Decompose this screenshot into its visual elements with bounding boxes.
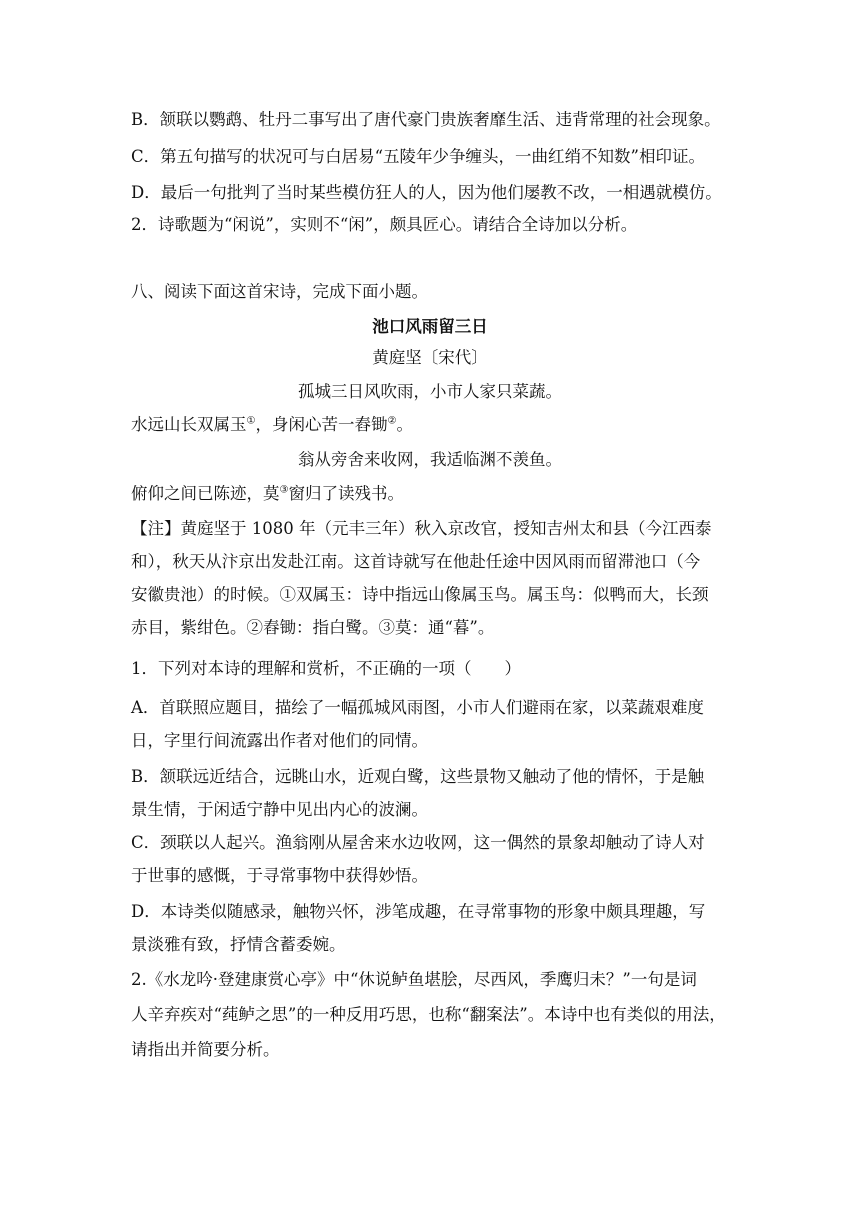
option-d-prev: D．最后一句批判了当时某些模仿狂人的人，因为他们屡教不改，一相遇就模仿。 [131,183,722,202]
question-2-prev: 2．诗歌题为“闲说”，实则不“闲”，颇具匠心。请结合全诗加以分析。 [131,215,638,234]
q1-option-d: 景淡雅有致，抒情含蓄委婉。 [131,935,346,954]
poem-line-2c: 。 [396,415,413,434]
question-2: 人辛弃疾对“莼鲈之思”的一种反用巧思，也称“翻案法”。本诗中也有类似的用法， [131,1005,726,1024]
poem-line-2 [131,414,731,436]
q1-option-a: A．首联照应题目，描绘了一幅孤城风雨图，小市人们避雨在家，以菜蔬艰难度 [131,698,704,717]
poem-line-2b: ，身闲心苦一舂锄 [255,415,388,434]
q1-option-a: 日，字里行间流露出作者对他们的同情。 [131,731,428,750]
note-mark-2: ② [387,415,397,427]
poem-line-4a: 俯仰之间已陈迹，莫 [131,484,280,503]
q1-option-c: C．颈联以人起兴。渔翁刚从屋舍来水边收网，这一偶然的景象却触动了诗人对 [131,833,705,852]
note-line: 赤目，紫绀色。②舂锄：指白鹭。③莫：通“暮”。 [131,618,495,637]
q1-option-c: 于世事的感慨，于寻常事物中获得妙悟。 [131,866,428,885]
question-2: 2.《水龙吟·登建康赏心亭》中“休说鲈鱼堪脍，尽西风，季鹰归未？”一句是词 [131,970,697,989]
poem-line-4 [131,483,731,505]
poem-line-2a: 水远山长双属玉 [131,415,247,434]
option-c-prev: C．第五句描写的状况可与白居易“五陵年少争缠头，一曲红绡不知数”相印证。 [131,147,705,166]
q1-option-b: 景生情，于闲适宁静中见出内心的波澜。 [131,800,428,819]
section-heading: 八、阅读下面这首宋诗，完成下面小题。 [131,282,428,301]
poem-author: 黄庭坚〔宋代〕 [372,348,488,367]
poem-line-3: 翁从旁舍来收网，我适临渊不羡鱼。 [298,450,562,469]
note-mark-3: ③ [279,484,289,496]
q1-option-b: B．颔联远近结合，远眺山水，近观白鹭，这些景物又触动了他的情怀，于是触 [131,767,705,786]
question-1-stem: 1．下列对本诗的理解和赏析，不正确的一项（ ） [131,659,521,678]
poem-title: 池口风雨留三日 [372,317,488,336]
poem-line-1: 孤城三日风吹雨，小市人家只菜蔬。 [298,382,562,401]
option-b-prev: B．颔联以鹦鹉、牡丹二事写出了唐代豪门贵族奢靡生活、违背常理的社会现象。 [131,110,721,129]
note-line: 和），秋天从汴京出发赴江南。这首诗就写在他赴任途中因风雨而留滞池口（今 [131,552,701,571]
q1-option-d: D．本诗类似随感录，触物兴怀，涉笔成趣，在寻常事物的形象中颇具理趣，写 [131,902,706,921]
note-line: 【注】黄庭坚于 1080 年（元丰三年）秋入京改官，授知吉州太和县（今江西泰 [131,519,712,538]
note-mark-1: ① [246,415,256,427]
question-2: 请指出并简要分析。 [131,1040,280,1059]
note-line: 安徽贵池）的时候。①双属玉：诗中指远山像属玉鸟。属玉鸟：似鸭而大，长颈 [131,585,709,604]
poem-line-4b: 窗归了读残书。 [288,484,404,503]
